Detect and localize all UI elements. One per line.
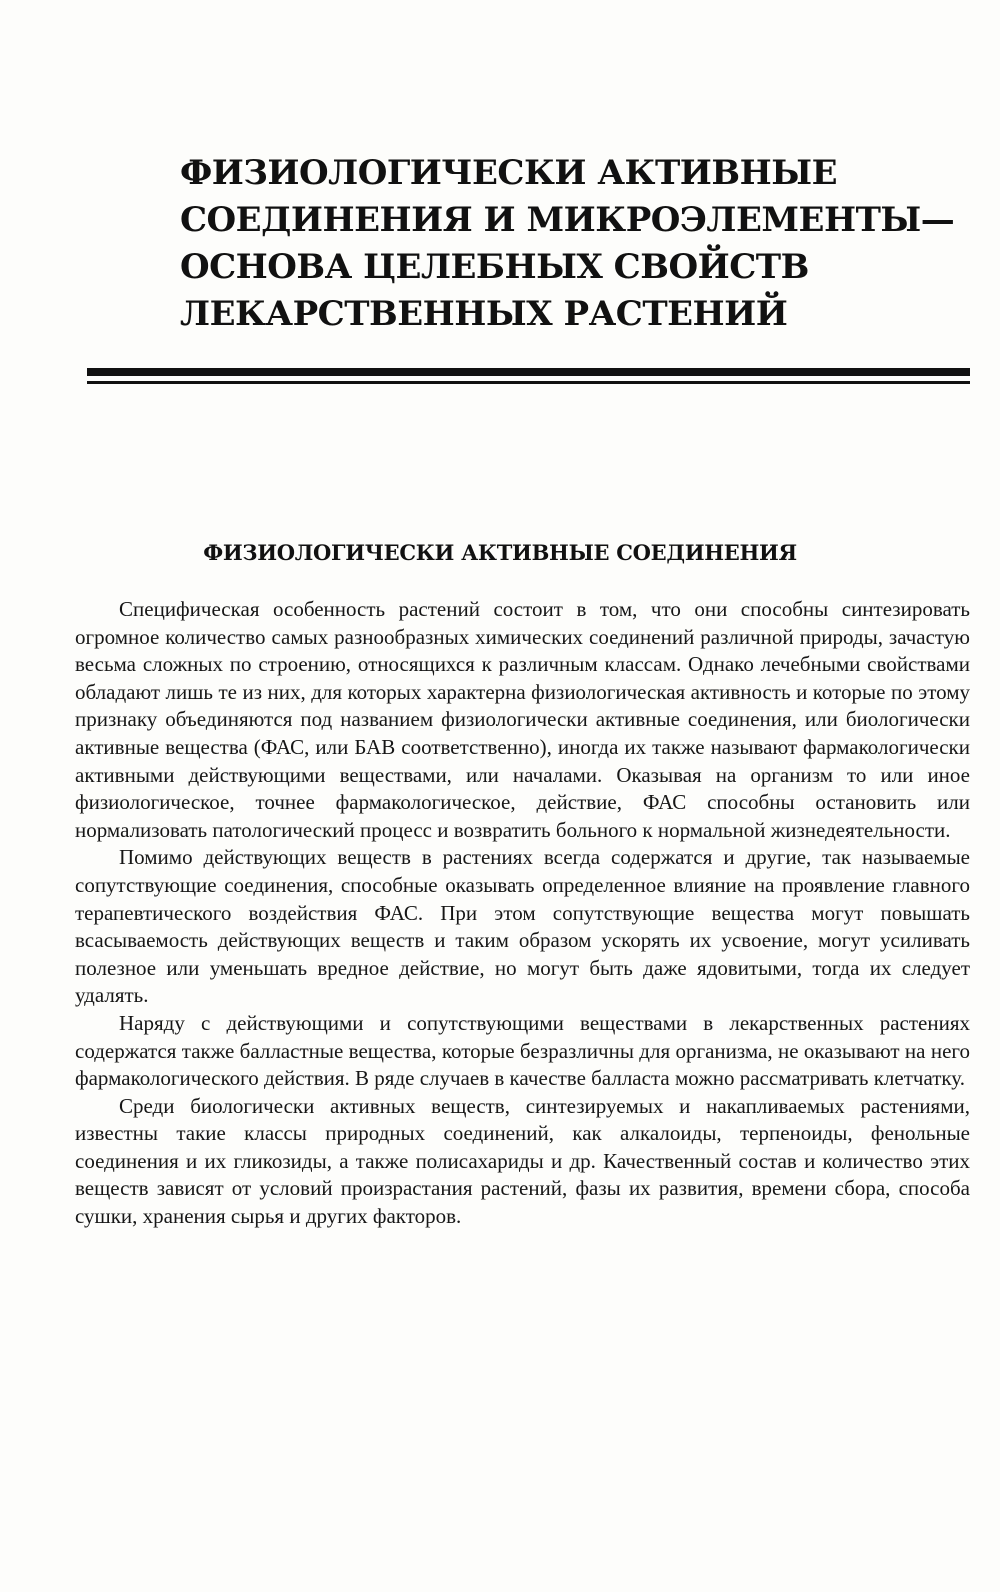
body-text <box>75 596 970 1231</box>
paragraph: Специфическая особенность растений состоит в том, что они способны синтезировать огромное количество самых разнообразных химических соединений различной природы, зачастую весьма сложных по строению, относящихся к различным классам. Однако лечебными свойствами обладают лишь те из них, для которых характерна физиологическая активность и которые по этому признаку объединяются под названием физиологически активные соединения, или биологически активные вещества (ФАС, или БАВ соответственно), иногда их также называют фармакологически активными действующими веществами, или началами. Оказывая на организм то или иное физиологическое, точнее фармакологическое, действие, ФАС способны остановить или нормализовать патологический процесс и возвратить больного к нормальной жизнедеятельности. <box>75 597 970 842</box>
section-heading: ФИЗИОЛОГИЧЕСКИ АКТИВНЫЕ СОЕДИНЕНИЯ <box>203 540 797 565</box>
paragraph: Среди биологически активных веществ, синтезируемых и накапливаемых растениями, известны такие классы природных соединений, как алкалоиды, терпеноиды, фенольные соединения и их гликозиды, а также полисахариды и др. Качественный состав и количество этих веществ зависят от условий произрастания растений, фазы их развития, времени сбора, способа сушки, хранения сырья и других факторов. <box>75 1093 970 1229</box>
title-rule-thin <box>87 381 970 384</box>
chapter-title-line: СОЕДИНЕНИЯ И МИКРОЭЛЕМЕНТЫ— <box>180 200 955 240</box>
paragraph: Помимо действующих веществ в растениях всегда содержатся и другие, так называемые сопутствующие соединения, способные оказывать определенное влияние на проявление главного терапевтического воздействия ФАС. При этом сопутствующие вещества могут повышать всасываемость действующих веществ и таким образом ускорять их усвоение, могут усиливать полезное или уменьшать вредное действие, но могут быть даже ядовитыми, тогда их следует удалять. <box>75 845 970 1008</box>
chapter-title-line: ФИЗИОЛОГИЧЕСКИ АКТИВНЫЕ <box>180 153 838 193</box>
title-rule-thick <box>87 368 970 376</box>
chapter-title-line: ОСНОВА ЦЕЛЕБНЫХ СВОЙСТВ <box>180 247 809 287</box>
paragraph: Наряду с действующими и сопутствующими веществами в лекарственных растениях содержатся также балластные вещества, которые безразличны для организма, не оказывают на него фармакологического действия. В ряде случаев в качестве балласта можно рассматривать клетчатку. <box>75 1010 970 1091</box>
chapter-title <box>180 150 955 338</box>
chapter-title-line: ЛЕКАРСТВЕННЫХ РАСТЕНИЙ <box>180 294 788 334</box>
